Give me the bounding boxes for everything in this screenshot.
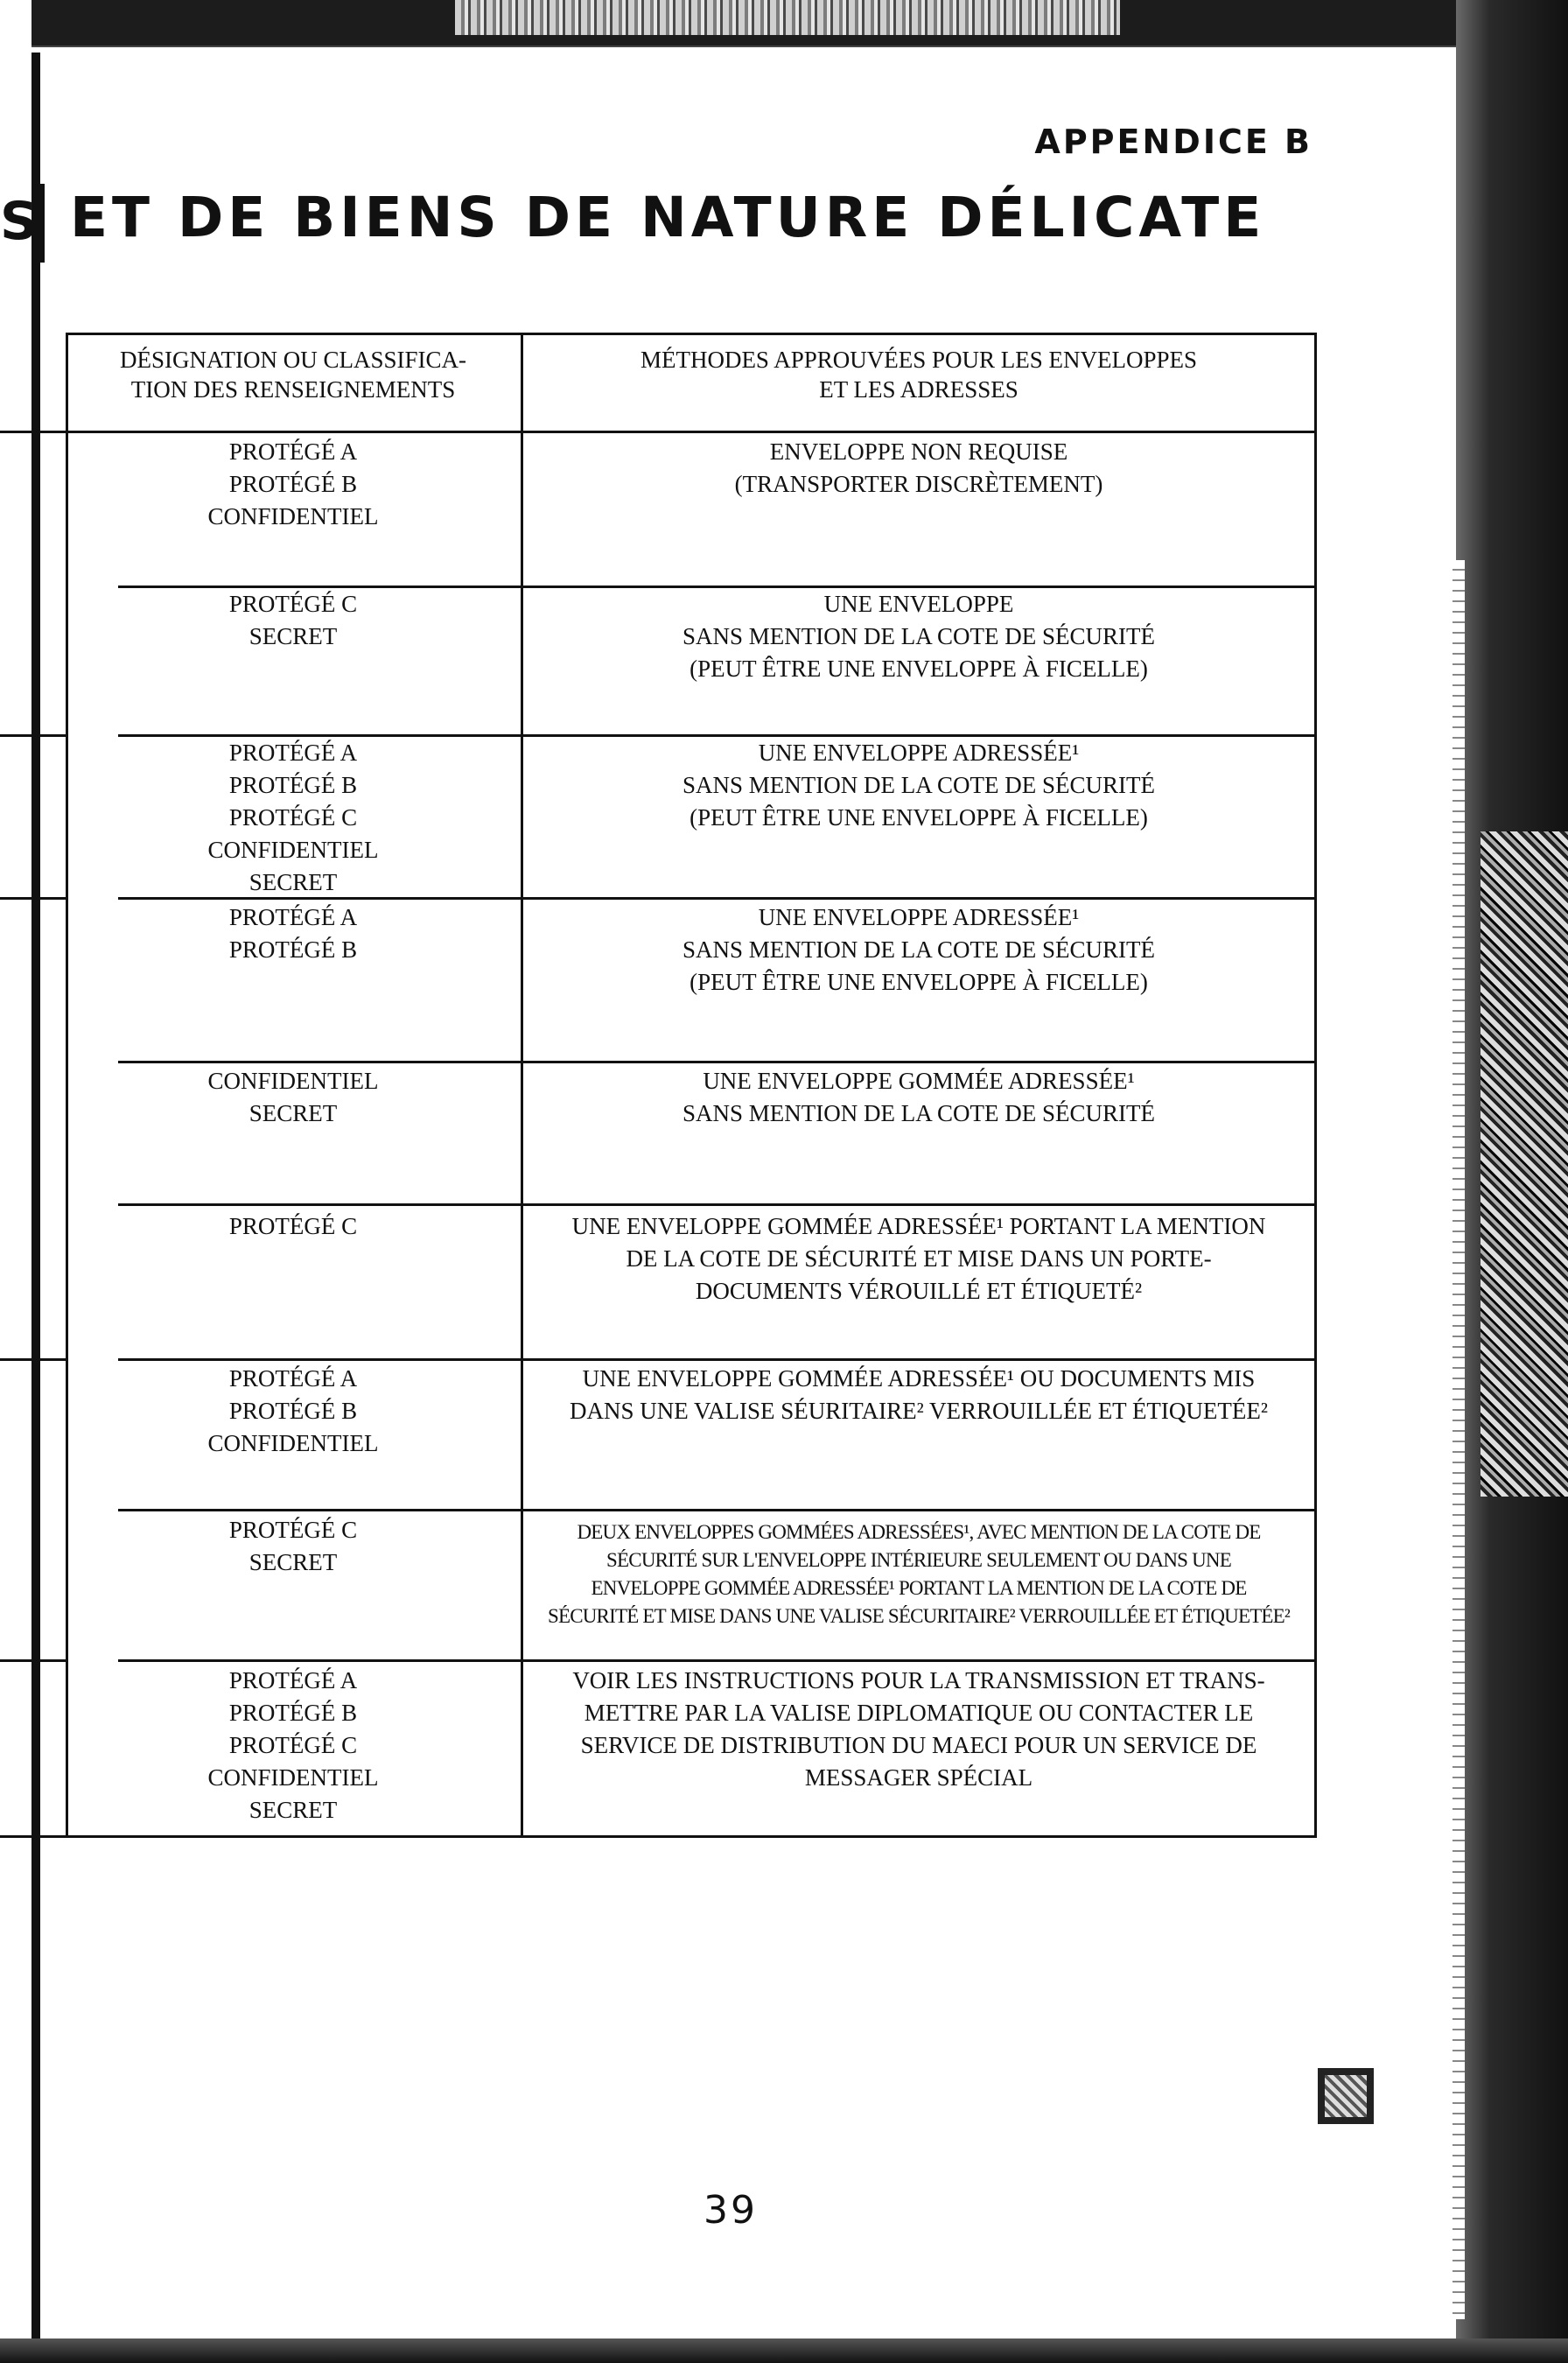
method-line: SÉCURITÉ SUR L'ENVELOPPE INTÉRIEURE SEULEMENT OU DANS UNE [606, 1549, 1231, 1571]
method-line: (PEUT ÊTRE UNE ENVELOPPE À FICELLE) [690, 656, 1148, 682]
row-divider [118, 1358, 1317, 1361]
method-line: (PEUT ÊTRE UNE ENVELOPPE À FICELLE) [690, 969, 1148, 995]
method-line: UNE ENVELOPPE GOMMÉE ADRESSÉE¹ PORTANT LA MENTION [571, 1213, 1266, 1239]
scan-top-noise [455, 0, 1120, 35]
header-line: DÉSIGNATION OU CLASSIFICA- [119, 347, 466, 373]
table-row-7-designation [101, 1363, 486, 1460]
table-row-4-designation [101, 901, 486, 966]
row-divider [118, 1061, 1317, 1063]
table-row-9-designation [101, 1665, 486, 1827]
facing-page-row-line [0, 431, 66, 433]
method-line: DEUX ENVELOPPES GOMMÉES ADRESSÉES¹, AVEC MENTION DE LA COTE DE [577, 1521, 1261, 1543]
table-row-1-designation [101, 436, 486, 533]
designation-line: PROTÉGÉ C [228, 804, 358, 831]
table-row-5-designation [101, 1065, 486, 1130]
method-line: UNE ENVELOPPE ADRESSÉE¹ [758, 904, 1080, 930]
page-title: ET DE BIENS DE NATURE DÉLICATE [70, 186, 1266, 249]
method-line: DOCUMENTS VÉROUILLÉ ET ÉTIQUETÉ² [695, 1278, 1143, 1304]
table-row-3-designation [101, 737, 486, 899]
table-row-3-method [529, 737, 1308, 834]
header-designation [101, 345, 486, 404]
designation-line: CONFIDENTIEL [207, 1764, 379, 1791]
scan-corner-mark-texture [1325, 2075, 1367, 2117]
method-line: DANS UNE VALISE SÉURITAIRE² VERROUILLÉE ET ÉTIQUETÉE² [570, 1398, 1268, 1424]
designation-line: PROTÉGÉ B [228, 1700, 358, 1726]
method-line: SANS MENTION DE LA COTE DE SÉCURITÉ [682, 772, 1155, 798]
appendix-label: APPENDICE B [1034, 123, 1312, 161]
table-row-4-method [529, 901, 1308, 999]
row-divider [118, 1203, 1317, 1206]
designation-line: PROTÉGÉ C [228, 1213, 358, 1239]
scan-left-margin [0, 0, 32, 2363]
designation-line: PROTÉGÉ C [228, 1732, 358, 1758]
header-line: MÉTHODES APPROUVÉES POUR LES ENVELOPPES [640, 347, 1198, 373]
designation-line: SECRET [248, 1549, 338, 1575]
method-line: METTRE PAR LA VALISE DIPLOMATIQUE OU CONTACTER LE [584, 1700, 1254, 1726]
page-right-edge [1452, 560, 1465, 2319]
table-row-9-method [529, 1665, 1308, 1794]
envelope-methods-table [66, 333, 1317, 1838]
row-divider [118, 1509, 1317, 1511]
method-line: SANS MENTION DE LA COTE DE SÉCURITÉ [682, 623, 1155, 649]
facing-page-row-line [0, 1659, 66, 1662]
method-line: VOIR LES INSTRUCTIONS POUR LA TRANSMISSION ET TRANS- [572, 1667, 1265, 1693]
facing-page-row-line [0, 734, 66, 737]
title-fragment-previous-page: S [0, 191, 38, 252]
designation-line: PROTÉGÉ A [228, 904, 358, 930]
table-row-5-method [529, 1065, 1308, 1130]
designation-line: PROTÉGÉ A [228, 438, 358, 465]
header-methods [529, 345, 1308, 404]
table-row-8-method [529, 1518, 1308, 1630]
designation-line: PROTÉGÉ A [228, 1667, 358, 1693]
column-separator [521, 333, 523, 1838]
designation-line: PROTÉGÉ C [228, 591, 358, 617]
table-row-7-method [529, 1363, 1308, 1427]
facing-page-row-line [0, 1835, 66, 1838]
scan-corner-mark [1318, 2068, 1374, 2124]
method-line: UNE ENVELOPPE [823, 591, 1014, 617]
designation-line: CONFIDENTIEL [207, 837, 379, 863]
method-line: (PEUT ÊTRE UNE ENVELOPPE À FICELLE) [690, 804, 1148, 831]
method-line: SÉCURITÉ ET MISE DANS UNE VALISE SÉCURITAIRE² VERROUILLÉE ET ÉTIQUETÉE² [547, 1605, 1291, 1627]
scan-bottom-border [0, 2338, 1568, 2363]
method-line: DE LA COTE DE SÉCURITÉ ET MISE DANS UN PORTE- [626, 1245, 1212, 1272]
table-row-2-designation [101, 588, 486, 653]
page-number: 39 [704, 2188, 758, 2233]
header-row-divider [66, 431, 1317, 433]
facing-page-row-line [0, 1358, 66, 1361]
designation-line: CONFIDENTIEL [207, 1430, 379, 1456]
designation-line: PROTÉGÉ B [228, 936, 358, 963]
designation-line: SECRET [248, 1100, 338, 1126]
page-binding-edge [32, 53, 40, 2345]
facing-page-row-line [0, 897, 66, 900]
method-line: UNE ENVELOPPE GOMMÉE ADRESSÉE¹ OU DOCUMENTS MIS [582, 1365, 1256, 1392]
table-row-2-method [529, 588, 1308, 685]
method-line: SANS MENTION DE LA COTE DE SÉCURITÉ [682, 936, 1155, 963]
row-divider [118, 1659, 1317, 1662]
table-row-1-method [529, 436, 1308, 501]
method-line: (TRANSPORTER DISCRÈTEMENT) [734, 471, 1103, 497]
designation-line: SECRET [248, 1797, 338, 1823]
method-line: SERVICE DE DISTRIBUTION DU MAECI POUR UN SERVICE DE [580, 1732, 1257, 1758]
designation-line: SECRET [248, 623, 338, 649]
designation-line: PROTÉGÉ B [228, 471, 358, 497]
method-line: UNE ENVELOPPE GOMMÉE ADRESSÉE¹ [703, 1068, 1135, 1094]
method-line: SANS MENTION DE LA COTE DE SÉCURITÉ [682, 1100, 1155, 1126]
designation-line: SECRET [248, 869, 338, 895]
designation-line: CONFIDENTIEL [207, 1068, 379, 1094]
scan-right-speckle [1480, 831, 1568, 1497]
designation-line: PROTÉGÉ C [228, 1517, 358, 1543]
designation-line: PROTÉGÉ A [228, 740, 358, 766]
method-line: ENVELOPPE GOMMÉE ADRESSÉE¹ PORTANT LA MENTION DE LA COTE DE [591, 1577, 1247, 1599]
designation-line: PROTÉGÉ B [228, 1398, 358, 1424]
header-line: ET LES ADRESSES [819, 376, 1018, 403]
table-row-6-method [529, 1210, 1308, 1308]
table-row-8-designation [101, 1514, 486, 1579]
method-line: MESSAGER SPÉCIAL [804, 1764, 1033, 1791]
method-line: ENVELOPPE NON REQUISE [769, 438, 1068, 465]
designation-line: PROTÉGÉ B [228, 772, 358, 798]
table-row-6-designation [101, 1210, 486, 1243]
gutter-line [40, 184, 45, 263]
designation-line: PROTÉGÉ A [228, 1365, 358, 1392]
method-line: UNE ENVELOPPE ADRESSÉE¹ [758, 740, 1080, 766]
header-line: TION DES RENSEIGNEMENTS [130, 376, 456, 403]
designation-line: CONFIDENTIEL [207, 503, 379, 529]
